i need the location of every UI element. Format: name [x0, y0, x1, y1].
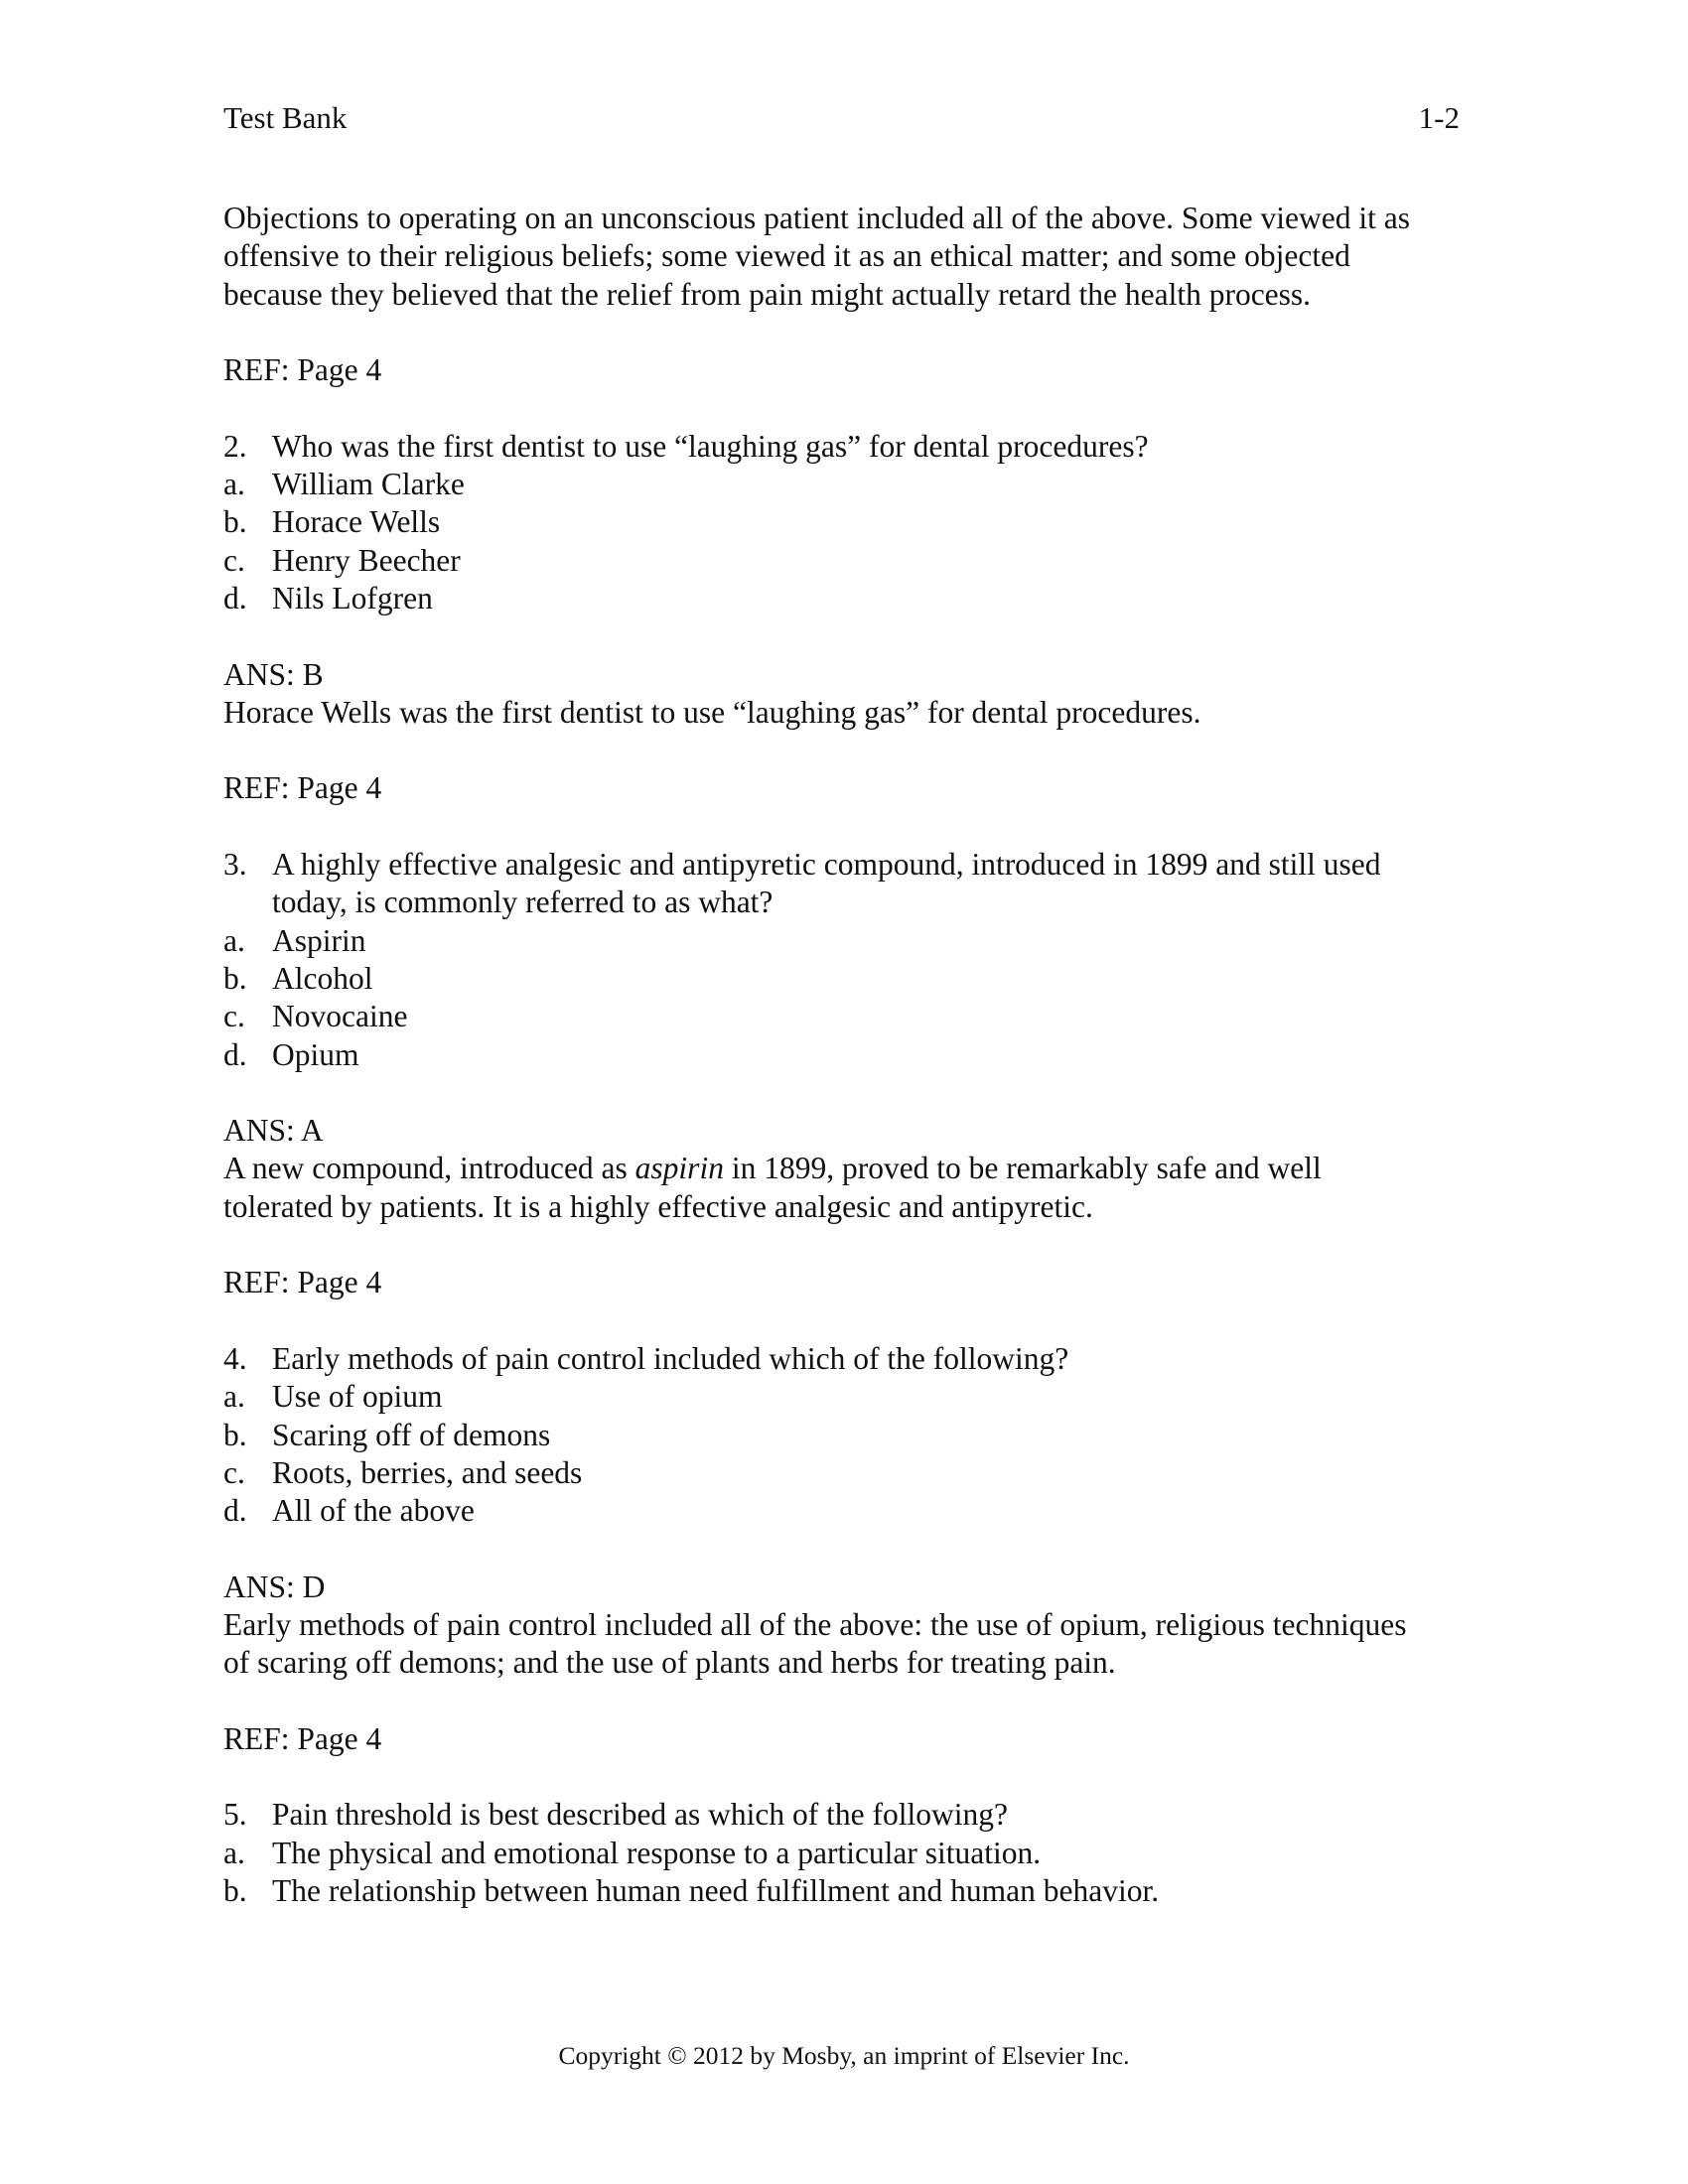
- page-footer: [0, 2041, 1688, 2071]
- q2-stem: [223, 428, 1430, 466]
- q4-answer: ANS: D: [223, 1569, 326, 1604]
- q4-number: 4.: [223, 1340, 247, 1376]
- q3-option-c: c. Novocaine: [223, 999, 408, 1034]
- q2-rationale: Horace Wells was the first dentist to use “laughing gas” for dental procedures.: [223, 694, 1201, 730]
- q5-option-b: b. The relationship between human need fulfillment and human behavior.: [223, 1873, 1160, 1909]
- q4-option-a: a. Use of opium: [223, 1379, 443, 1415]
- q5-stem: [223, 1796, 1430, 1834]
- q4-rationale: Early methods of pain control included all of the above: the use of opium, religious techniques of scaring off demons; and the use of plants and herbs for treating pain.: [223, 1606, 1407, 1681]
- q3-option-b: b. Alcohol: [223, 960, 373, 996]
- q3-rationale: A new compound, introduced as aspirin in 1899, proved to be remarkably safe and well tolerated by patients. It is a highly effective analgesic and antipyretic.: [223, 1151, 1322, 1224]
- page-content: [223, 200, 1430, 1910]
- q3-stem-text: A highly effective analgesic and antipyretic compound, introduced in 1899 and still used today, is commonly referred to as what?: [272, 847, 1381, 920]
- q2-number: 2.: [223, 428, 247, 464]
- q2-option-b: b. Horace Wells: [223, 504, 441, 540]
- header-title: Test Bank: [223, 100, 348, 135]
- q2-option-c: c. Henry Beecher: [223, 542, 461, 578]
- q4-stem-text: Early methods of pain control included which of the following?: [272, 1340, 1069, 1376]
- q2-option-a: a. William Clarke: [223, 467, 465, 502]
- q4-option-d: d. All of the above: [223, 1493, 475, 1529]
- q3-answer: ANS: A: [223, 1113, 324, 1149]
- q3-stem: [223, 846, 1430, 922]
- q4-ref: REF: Page 4: [223, 1720, 382, 1756]
- page-number: 1-2: [1418, 100, 1460, 135]
- q5-number: 5.: [223, 1797, 247, 1833]
- q2-answer: ANS: B: [223, 656, 324, 692]
- q5-stem-text: Pain threshold is best described as which of the following?: [272, 1797, 1008, 1833]
- q3-number: 3.: [223, 847, 247, 883]
- q2-option-d: d. Nils Lofgren: [223, 580, 433, 615]
- q3-option-d: d. Opium: [223, 1036, 359, 1072]
- q4-stem: [223, 1340, 1430, 1378]
- q1-rationale: Objections to operating on an unconscious patient included all of the above. Some viewed it as offensive to their religious beliefs; some viewed it as an ethical matter; and some objected because they believed that the relief from pain might actually retard the health process.: [223, 201, 1410, 312]
- q5-option-a: a. The physical and emotional response to a particular situation.: [223, 1835, 1042, 1870]
- q4-option-c: c. Roots, berries, and seeds: [223, 1454, 583, 1490]
- copyright-notice: Copyright © 2012 by Mosby, an imprint of Elsevier Inc.: [558, 2041, 1130, 2070]
- page-header: [223, 99, 1460, 137]
- q2-stem-text: Who was the first dentist to use “laughing gas” for dental procedures?: [272, 428, 1149, 464]
- q3-ref: REF: Page 4: [223, 1265, 382, 1300]
- q2-ref: REF: Page 4: [223, 770, 382, 806]
- q1-ref: REF: Page 4: [223, 352, 382, 388]
- q4-option-b: b. Scaring off of demons: [223, 1417, 551, 1452]
- aspirin-emphasis: aspirin: [634, 1151, 724, 1186]
- q3-option-a: a. Aspirin: [223, 922, 366, 958]
